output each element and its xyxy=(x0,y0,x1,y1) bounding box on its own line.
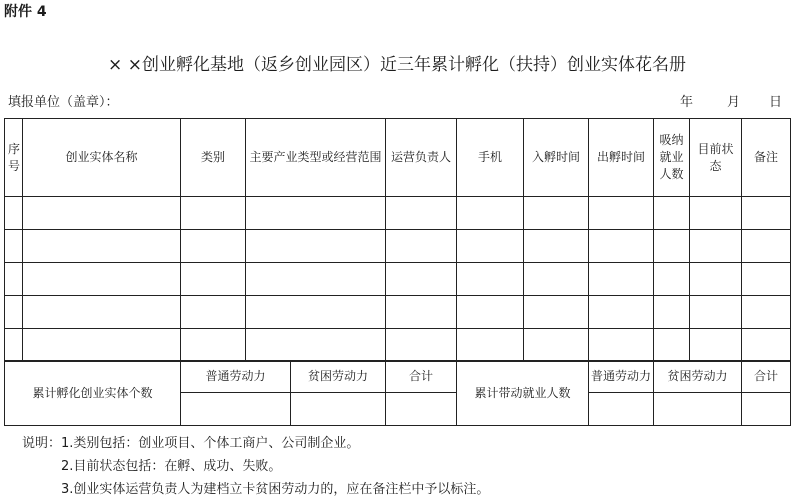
header-serial-number: 序号 xyxy=(5,119,23,197)
table-header-row xyxy=(5,119,791,197)
filing-unit-label: 填报单位（盖章）： xyxy=(8,95,119,110)
date-year-label: 年 xyxy=(680,95,694,110)
attachment-label: 附件 4 xyxy=(4,4,47,20)
table-cell xyxy=(457,329,524,362)
header-jobs-absorbed: 吸纳就业人数 xyxy=(654,119,690,197)
table-cell xyxy=(589,296,654,329)
notes-section xyxy=(22,432,489,501)
date-day-label: 日 xyxy=(769,95,783,110)
table-row xyxy=(5,329,791,362)
table-cell xyxy=(524,230,589,263)
table-cell xyxy=(742,296,791,329)
summary-label-row xyxy=(5,361,791,393)
entities-ordinary-labor-label: 普通劳动力 xyxy=(181,361,291,393)
table-cell xyxy=(457,197,524,230)
table-cell xyxy=(457,296,524,329)
table-cell xyxy=(690,329,742,362)
table-cell xyxy=(181,263,246,296)
table-cell xyxy=(654,263,690,296)
employment-total-label: 合计 xyxy=(742,361,791,393)
date-month-label: 月 xyxy=(727,95,741,110)
table-cell xyxy=(23,296,181,329)
table-row xyxy=(5,197,791,230)
table-cell xyxy=(654,296,690,329)
notes-intro-label: 说明： xyxy=(22,436,62,451)
table-cell xyxy=(5,197,23,230)
table-cell xyxy=(246,197,386,230)
header-current-status: 目前状态 xyxy=(690,119,742,197)
table-cell xyxy=(457,230,524,263)
table-cell xyxy=(654,329,690,362)
roster-table xyxy=(4,118,791,362)
table-cell xyxy=(524,296,589,329)
entities-ordinary-labor-cell xyxy=(181,393,291,426)
table-cell xyxy=(589,329,654,362)
table-cell xyxy=(742,230,791,263)
header-category: 类别 xyxy=(181,119,246,197)
header-incubation-start: 入孵时间 xyxy=(524,119,589,197)
table-cell xyxy=(386,296,457,329)
table-cell xyxy=(181,329,246,362)
table-cell xyxy=(5,230,23,263)
entities-total-label: 合计 xyxy=(386,361,457,393)
table-cell xyxy=(524,329,589,362)
table-cell xyxy=(386,329,457,362)
employment-poor-labor-label: 贫困劳动力 xyxy=(654,361,742,393)
header-remarks: 备注 xyxy=(742,119,791,197)
entities-poor-labor-cell xyxy=(291,393,386,426)
employment-total-cell xyxy=(742,393,791,426)
employment-poor-labor-cell xyxy=(654,393,742,426)
table-cell xyxy=(690,263,742,296)
table-cell xyxy=(246,230,386,263)
header-entity-name: 创业实体名称 xyxy=(23,119,181,197)
note-line-1 xyxy=(22,432,489,455)
table-cell xyxy=(5,296,23,329)
table-cell xyxy=(524,263,589,296)
table-cell xyxy=(246,329,386,362)
table-cell xyxy=(742,329,791,362)
table-row xyxy=(5,263,791,296)
table-cell xyxy=(690,296,742,329)
table-cell xyxy=(654,197,690,230)
note-item-status: 2.目前状态包括：在孵、成功、失败。 xyxy=(61,459,282,474)
table-row xyxy=(5,296,791,329)
cumulative-employment-label: 累计带动就业人数 xyxy=(457,361,589,426)
table-cell xyxy=(246,296,386,329)
header-operator: 运营负责人 xyxy=(386,119,457,197)
table-cell xyxy=(690,197,742,230)
table-row xyxy=(5,230,791,263)
table-cell xyxy=(23,230,181,263)
table-cell xyxy=(524,197,589,230)
table-cell xyxy=(181,197,246,230)
header-industry-scope: 主要产业类型或经营范围 xyxy=(246,119,386,197)
table-cell xyxy=(386,263,457,296)
table-cell xyxy=(386,197,457,230)
table-cell xyxy=(589,263,654,296)
entities-total-cell xyxy=(386,393,457,426)
note-item-category: 1.类别包括：创业项目、个体工商户、公司制企业。 xyxy=(61,436,360,451)
table-cell xyxy=(246,263,386,296)
table-cell xyxy=(654,230,690,263)
entities-poor-labor-label: 贫困劳动力 xyxy=(291,361,386,393)
header-incubation-exit: 出孵时间 xyxy=(589,119,654,197)
table-cell xyxy=(690,230,742,263)
table-cell xyxy=(181,296,246,329)
table-cell xyxy=(181,230,246,263)
summary-table xyxy=(4,360,791,426)
table-cell xyxy=(589,230,654,263)
note-item-poverty-mark: 3.创业实体运营负责人为建档立卡贫困劳动力的，应在备注栏中予以标注。 xyxy=(61,482,490,497)
table-cell xyxy=(5,263,23,296)
table-cell xyxy=(5,329,23,362)
table-cell xyxy=(23,329,181,362)
document-title: × ×创业孵化基地（返乡创业园区）近三年累计孵化（扶持）创业实体花名册 xyxy=(108,55,686,75)
table-cell xyxy=(742,263,791,296)
employment-ordinary-labor-label: 普通劳动力 xyxy=(589,361,654,393)
table-cell xyxy=(457,263,524,296)
cumulative-entities-label: 累计孵化创业实体个数 xyxy=(5,361,181,426)
table-cell xyxy=(742,197,791,230)
table-cell xyxy=(386,230,457,263)
header-mobile: 手机 xyxy=(457,119,524,197)
table-cell xyxy=(23,263,181,296)
table-cell xyxy=(589,197,654,230)
table-cell xyxy=(23,197,181,230)
employment-ordinary-labor-cell xyxy=(589,393,654,426)
